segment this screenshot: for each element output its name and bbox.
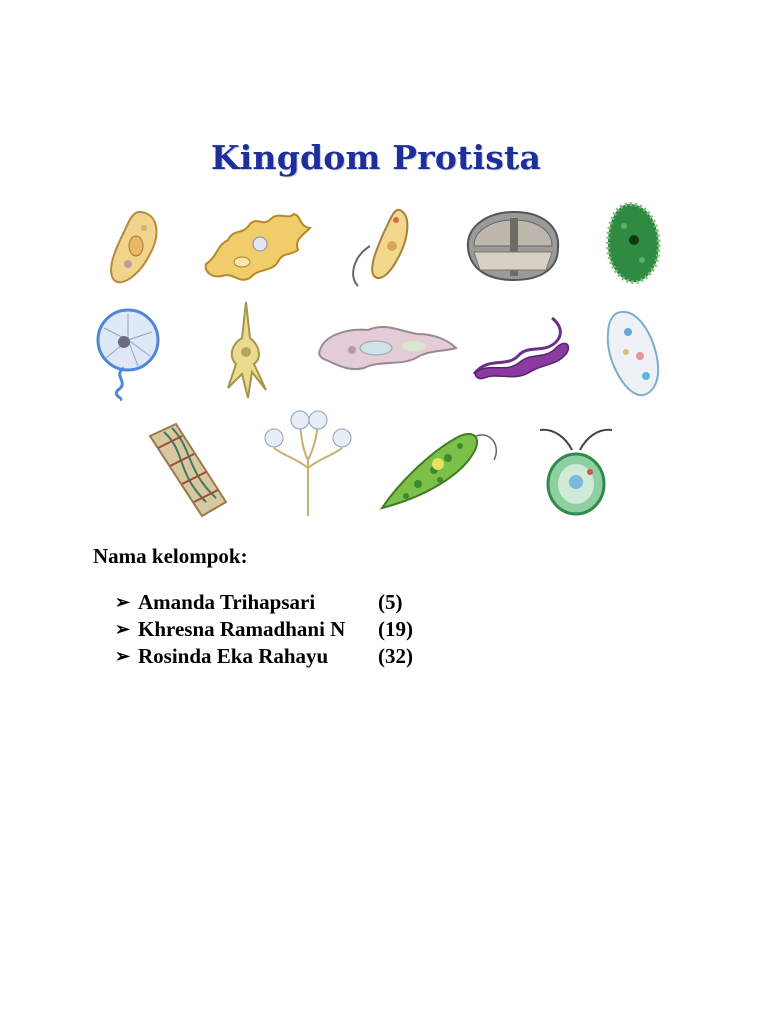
protista-figure: [92, 130, 676, 530]
list-item: [115, 616, 413, 643]
member-name: Amanda Trihapsari: [138, 590, 316, 614]
arrow-bullet-icon: ➢: [115, 619, 131, 639]
member-name: Khresna Ramadhani N: [138, 617, 346, 641]
member-number: (32): [378, 644, 413, 668]
trypanosoma-icon: [470, 316, 572, 382]
paramecium-icon: [106, 208, 166, 288]
member-name: Rosinda Eka Rahayu: [138, 644, 329, 668]
member-number: (5): [378, 590, 403, 614]
group-heading: Nama kelompok:: [93, 544, 248, 568]
dinoflagellate-icon: [220, 302, 270, 400]
amoeba-icon: [198, 206, 316, 286]
arrow-bullet-icon: ➢: [115, 646, 131, 666]
slime-mold-icon: [316, 320, 460, 372]
euglena-icon: [348, 206, 418, 288]
diatom-icon: [462, 208, 564, 282]
ciliate-cell-icon: [602, 308, 664, 398]
radiolarian-icon: [94, 306, 166, 400]
green-euglena-icon: [378, 424, 504, 510]
colonial-protist-icon: [256, 408, 360, 518]
figure-title: Kingdom Protista: [210, 138, 542, 177]
list-item: [115, 643, 413, 670]
ciliate-icon: [598, 200, 670, 286]
diatom-chain-icon: [146, 422, 230, 518]
list-item: [115, 589, 413, 616]
member-list: [115, 589, 413, 670]
member-number: (19): [378, 617, 413, 641]
arrow-bullet-icon: ➢: [115, 592, 131, 612]
chlamydomonas-icon: [536, 418, 616, 516]
